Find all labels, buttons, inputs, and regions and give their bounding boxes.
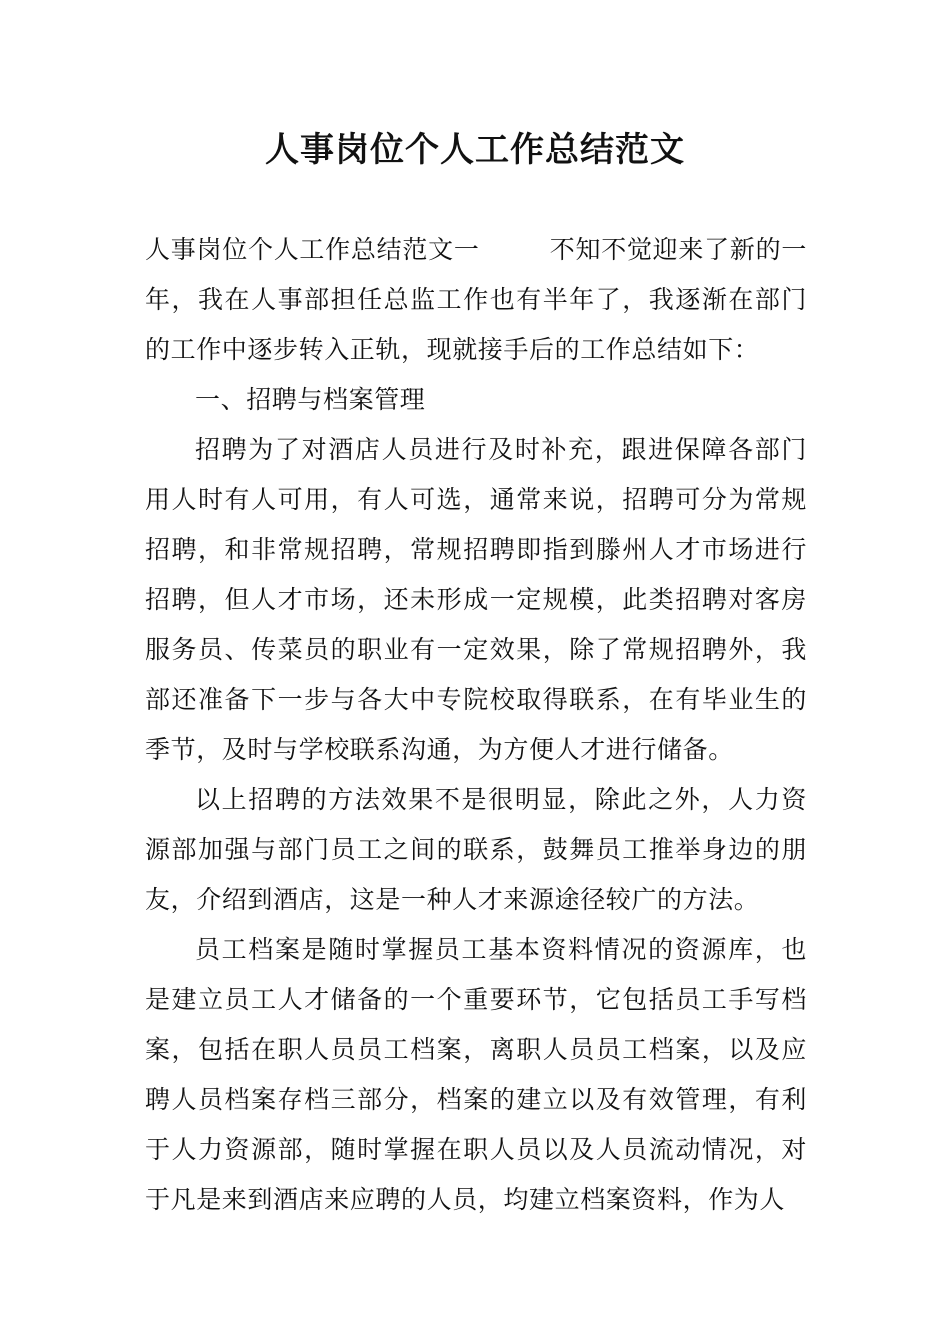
document-body [145, 225, 807, 1225]
body-paragraph-referral: 以上招聘的方法效果不是很明显，除此之外，人力资源部加强与部门员工之间的联系，鼓舞员工推举身边的朋友，介绍到酒店，这是一种人才来源途径较广的方法。 [145, 785, 807, 914]
intro-heading: 人事岗位个人工作总结范文一 [145, 235, 480, 264]
body-paragraph-recruitment: 招聘为了对酒店人员进行及时补充，跟进保障各部门用人时有人可用，有人可选，通常来说，招聘可分为常规招聘，和非常规招聘，常规招聘即指到滕州人才市场进行招聘，但人才市场，还未形成一定规模，此类招聘对客房服务员、传菜员的职业有一定效果，除了常规招聘外，我部还准备下一步与各大中专院校取得联系，在有毕业生的季节，及时与学校联系沟通，为方便人才进行储备。 [145, 435, 807, 764]
body-paragraph-archives: 员工档案是随时掌握员工基本资料情况的资源库，也是建立员工人才储备的一个重要环节，它包括员工手写档案，包括在职人员员工档案，离职人员员工档案，以及应聘人员档案存档三部分，档案的建立以及有效管理，有利于人力资源部，随时掌握在职人员以及人员流动情况，对于凡是来到酒店来应聘的人员，均建立档案资料，作为人 [145, 935, 807, 1214]
intro-paragraph [145, 225, 807, 375]
document-title: 人事岗位个人工作总结范文 [265, 130, 685, 170]
section-heading: 一、招聘与档案管理 [195, 385, 426, 414]
intro-text: 不知不觉迎来了新的一年，我在人事部担任总监工作也有半年了，我逐渐在部门的工作中逐步转入正轨，现就接手后的工作总结如下： [145, 235, 807, 364]
